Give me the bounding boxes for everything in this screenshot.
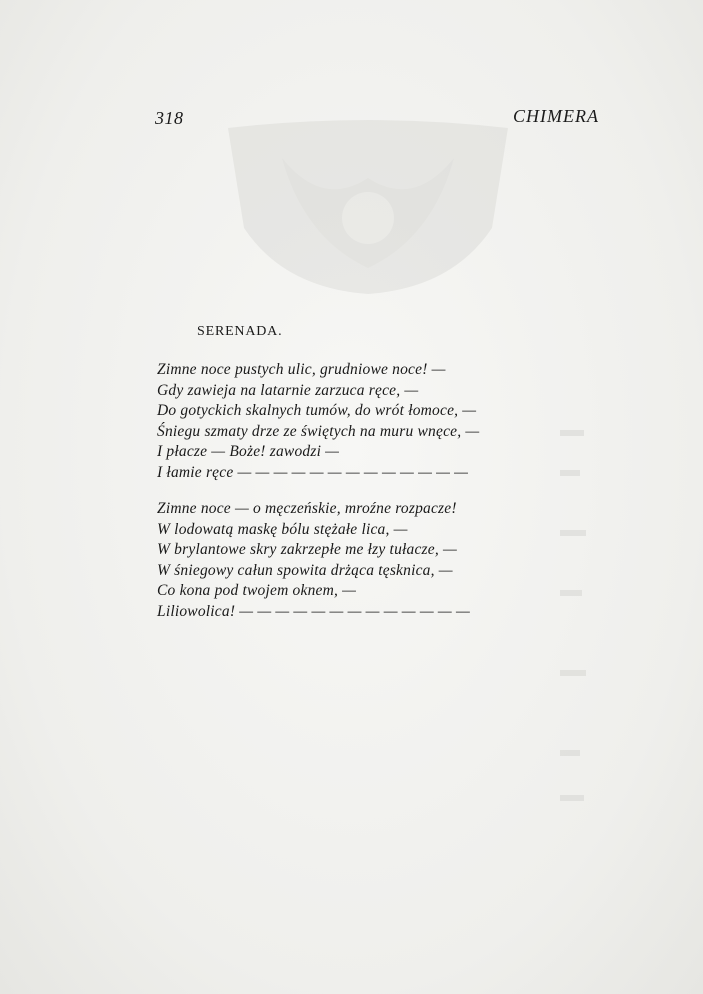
verse-line: Gdy zawieja na latarnie zarzuca ręce, —: [157, 381, 419, 399]
verse-line: Zimne noce pustych ulic, grudniowe noce! —: [157, 361, 446, 378]
verse-line: I łamie ręce — — — — — — — — — — — — —: [157, 463, 469, 481]
poem-title: SERENADA.: [197, 324, 283, 339]
verse-line: Zimne noce — o męczeńskie, mroźne rozpacze!: [157, 500, 457, 517]
verse-line: Liliowolica! — — — — — — — — — — — — —: [157, 602, 470, 620]
show-through-ornament-icon: [222, 118, 514, 296]
stanza: [157, 360, 537, 483]
verse-line: I płacze — Boże! zawodzi —: [157, 443, 340, 460]
stanza: [157, 499, 537, 622]
verse-line: Do gotyckich skalnych tumów, do wrót łomoce, —: [157, 402, 477, 419]
verse-line: W brylantowe skry zakrzepłe me łzy tułacze, —: [157, 541, 457, 558]
verse-line: Co kona pod twojem oknem, —: [157, 582, 357, 599]
verse-line: W lodowatą maskę bólu stężałe lica, —: [157, 520, 408, 538]
page-number: 318: [155, 108, 184, 128]
verse-line: Śniegu szmaty drze ze świętych na muru wnęce, —: [157, 422, 480, 440]
running-title: CHIMERA: [513, 106, 599, 126]
show-through-text: [560, 420, 590, 820]
verse-line: W śniegowy całun spowita drżąca tęsknica, —: [157, 561, 453, 579]
